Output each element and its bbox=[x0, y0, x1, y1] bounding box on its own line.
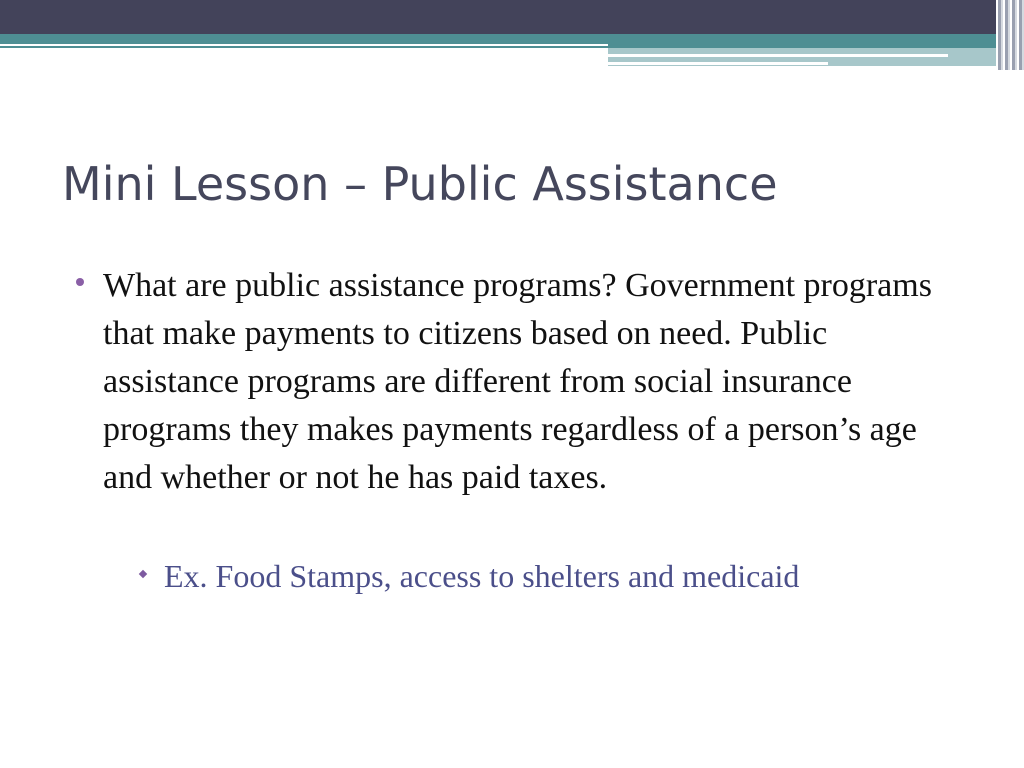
bullet-text: What are public assistance programs? Government programs that make payments to citizens based on need. Public assistance programs are different from social insurance programs they makes payments regardless of a person’s age and whether or not he has paid taxes. bbox=[103, 267, 932, 496]
header-divider-line bbox=[0, 44, 608, 46]
bullet-item bbox=[76, 262, 946, 502]
header-stripes bbox=[996, 0, 1024, 70]
header-accent-line bbox=[608, 54, 948, 57]
slide-title: Mini Lesson – Public Assistance bbox=[62, 157, 778, 211]
header-accent-line-short bbox=[608, 62, 828, 65]
sub-bullet-dot-icon bbox=[139, 570, 147, 578]
slide-body bbox=[76, 262, 946, 594]
header-band-dark bbox=[0, 0, 1024, 34]
bullet-dot-icon bbox=[76, 278, 84, 286]
sub-bullet-item bbox=[140, 558, 946, 594]
sub-bullet-text: Ex. Food Stamps, access to shelters and medicaid bbox=[164, 558, 800, 594]
